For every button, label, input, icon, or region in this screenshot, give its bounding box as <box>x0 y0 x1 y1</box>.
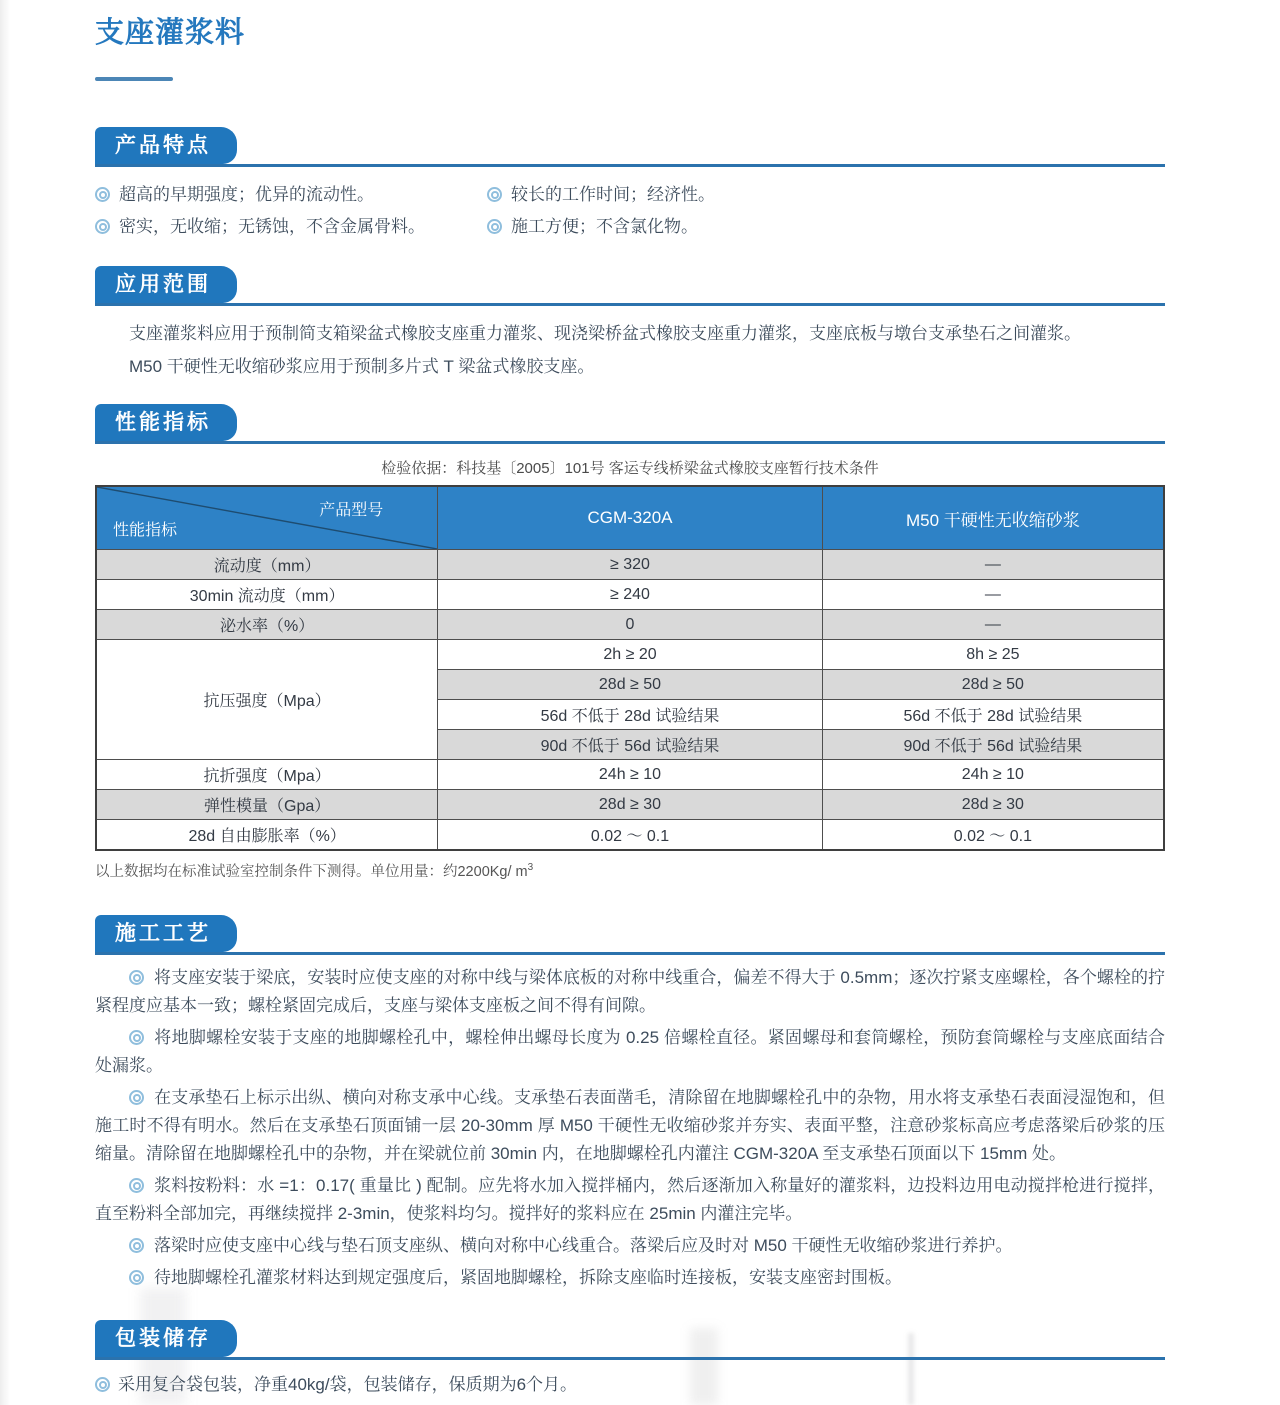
table-cell: 28d ≥ 30 <box>438 790 822 820</box>
construction-step: 待地脚螺栓孔灌浆材料达到规定强度后，紧固地脚螺栓，拆除支座临时连接板，安装支座密封围板。 <box>95 1264 1165 1292</box>
row-label: 泌水率（%） <box>96 610 438 640</box>
section-header-application <box>95 266 1165 306</box>
feature-item <box>487 212 1165 242</box>
row-label: 28d 自由膨胀率（%） <box>96 820 438 851</box>
table-cell: 24h ≥ 10 <box>822 760 1164 790</box>
table-cell: 0 <box>438 610 822 640</box>
section-tab: 产品特点 <box>95 127 237 164</box>
table-cell: 24h ≥ 10 <box>438 760 822 790</box>
table-cell: 56d 不低于 28d 试验结果 <box>822 700 1164 730</box>
section-header-packaging <box>95 1320 1165 1360</box>
table-row <box>96 790 1164 820</box>
table-cell: 8h ≥ 25 <box>822 640 1164 670</box>
feature-item <box>95 180 487 210</box>
table-cell: 56d 不低于 28d 试验结果 <box>438 700 822 730</box>
row-label: 30min 流动度（mm） <box>96 580 438 610</box>
construction-step: 将地脚螺栓安装于支座的地脚螺栓孔中，螺栓伸出螺母长度为 0.25 倍螺栓直径。紧固螺母和套筒螺栓，预防套筒螺栓与支座底面结合处漏浆。 <box>95 1028 1165 1075</box>
section-tab: 应用范围 <box>95 266 237 303</box>
scan-edge-shade <box>0 0 10 1405</box>
bullet-ring-icon <box>487 187 502 202</box>
table-cell: ≥ 240 <box>438 580 822 610</box>
table-cell: 2h ≥ 20 <box>438 640 822 670</box>
bullet-ring-icon <box>95 1377 110 1392</box>
section-header-construction <box>95 915 1165 955</box>
table-cell: 0.02 ～ 0.1 <box>438 820 822 851</box>
page-content <box>95 0 1165 1398</box>
page-title: 支座灌浆料 <box>95 17 246 49</box>
table-footnote: 以上数据均在标准试验室控制条件下测得。单位用量：约2200Kg/ $m^3$ <box>95 862 534 880</box>
application-line: M50 干硬性无收缩砂浆应用于预制多片式 T 梁盆式橡胶支座。 <box>129 357 595 376</box>
packaging-item <box>95 1372 1165 1398</box>
table-row <box>96 640 1164 670</box>
feature-item <box>487 180 1165 210</box>
table-row <box>96 610 1164 640</box>
table-cell: 28d ≥ 50 <box>822 670 1164 700</box>
table-cell: — <box>822 610 1164 640</box>
superscript-3: 3 <box>527 862 534 874</box>
performance-table <box>95 485 1165 851</box>
section-tab: 性能指标 <box>95 404 237 441</box>
table-cell: 28d ≥ 30 <box>822 790 1164 820</box>
bullet-ring-icon <box>129 970 144 985</box>
corner-label-performance-index: 性能指标 <box>113 522 178 539</box>
bullet-ring-icon <box>129 1238 144 1253</box>
table-row <box>96 550 1164 580</box>
feature-text: 密实，无收缩；无锈蚀，不含金属骨料。 <box>119 217 425 236</box>
row-label: 弹性模量（Gpa） <box>96 790 438 820</box>
row-label: 流动度（mm） <box>96 550 438 580</box>
application-text <box>95 317 1165 383</box>
construction-step: 在支承垫石上标示出纵、横向对称支承中心线。支承垫石表面凿毛，清除留在地脚螺栓孔中的杂物，用水将支承垫石表面浸湿饱和，但施工时不得有明水。然后在支承垫石顶面铺一层 20-30mm 厚 M50 干硬性无收缩砂浆并夯实、表面平整，注意砂浆标高应考虑落梁后砂浆的压缩量。清除留在地脚螺栓孔中的杂物，并在梁就位前 30min 内，在地脚螺栓孔内灌注 CGM-320A 至支承垫石顶面以下 15mm 处。 <box>95 1088 1165 1163</box>
column-header-m50: M50 干硬性无收缩砂浆 <box>822 486 1164 550</box>
application-line: 支座灌浆料应用于预制简支箱梁盆式橡胶支座重力灌浆、现浇梁桥盆式橡胶支座重力灌浆，支座底板与墩台支承垫石之间灌浆。 <box>129 324 1081 343</box>
construction-step: 落梁时应使支座中心线与垫石顶支座纵、横向对称中心线重合。落梁后应及时对 M50 干硬性无收缩砂浆进行养护。 <box>95 1232 1165 1260</box>
section-header-features <box>95 127 1165 167</box>
table-row <box>96 820 1164 851</box>
corner-label-product-model: 产品型号 <box>319 502 384 519</box>
feature-text: 较长的工作时间；经济性。 <box>511 185 715 204</box>
table-cell: 90d 不低于 56d 试验结果 <box>822 730 1164 760</box>
feature-item <box>95 212 487 242</box>
bullet-ring-icon <box>129 1090 144 1105</box>
title-underline <box>95 77 173 81</box>
table-header-row <box>96 486 1164 550</box>
bullet-ring-icon <box>95 219 110 234</box>
table-row <box>96 580 1164 610</box>
section-header-performance <box>95 404 1165 444</box>
row-label: 抗折强度（Mpa） <box>96 760 438 790</box>
table-cell: — <box>822 550 1164 580</box>
test-basis-note: 检验依据：科技基〔2005〕101号 客运专线桥梁盆式橡胶支座暂行技术条件 <box>381 460 879 477</box>
bullet-ring-icon <box>129 1030 144 1045</box>
section-tab: 包装储存 <box>95 1320 237 1357</box>
bullet-ring-icon <box>129 1178 144 1193</box>
construction-step: 将支座安装于梁底，安装时应使支座的对称中线与梁体底板的对称中线重合，偏差不得大于 0.5mm；逐次拧紧支座螺栓，各个螺栓的拧紧程度应基本一致；螺栓紧固完成后，支座与梁体支座板之间不得有间隙。 <box>95 968 1165 1015</box>
feature-text: 施工方便；不含氯化物。 <box>511 217 698 236</box>
bullet-ring-icon <box>487 219 502 234</box>
table-cell: 90d 不低于 56d 试验结果 <box>438 730 822 760</box>
feature-list <box>95 180 1165 242</box>
packaging-text: 采用复合袋包装，净重40kg/袋，包装储存，保质期为6个月。 <box>118 1375 578 1394</box>
bullet-ring-icon <box>95 187 110 202</box>
corner-header-cell <box>96 486 438 550</box>
table-cell: 0.02 ～ 0.1 <box>822 820 1164 851</box>
table-cell: ≥ 320 <box>438 550 822 580</box>
section-tab: 施工工艺 <box>95 915 237 952</box>
table-row <box>96 760 1164 790</box>
table-cell: 28d ≥ 50 <box>438 670 822 700</box>
bullet-ring-icon <box>129 1270 144 1285</box>
row-label-compressive: 抗压强度（Mpa） <box>96 640 438 760</box>
construction-steps <box>95 964 1165 1292</box>
column-header-cgm320a: CGM-320A <box>438 486 822 550</box>
table-cell: — <box>822 580 1164 610</box>
construction-step: 浆料按粉料：水 =1：0.17( 重量比 ) 配制。应先将水加入搅拌桶内，然后逐渐加入称量好的灌浆料，边投料边用电动搅拌枪进行搅拌，直至粉料全部加完，再继续搅拌 2-3min，使浆料均匀。搅拌好的浆料应在 25min 内灌注完毕。 <box>95 1176 1165 1223</box>
feature-text: 超高的早期强度；优异的流动性。 <box>119 185 374 204</box>
